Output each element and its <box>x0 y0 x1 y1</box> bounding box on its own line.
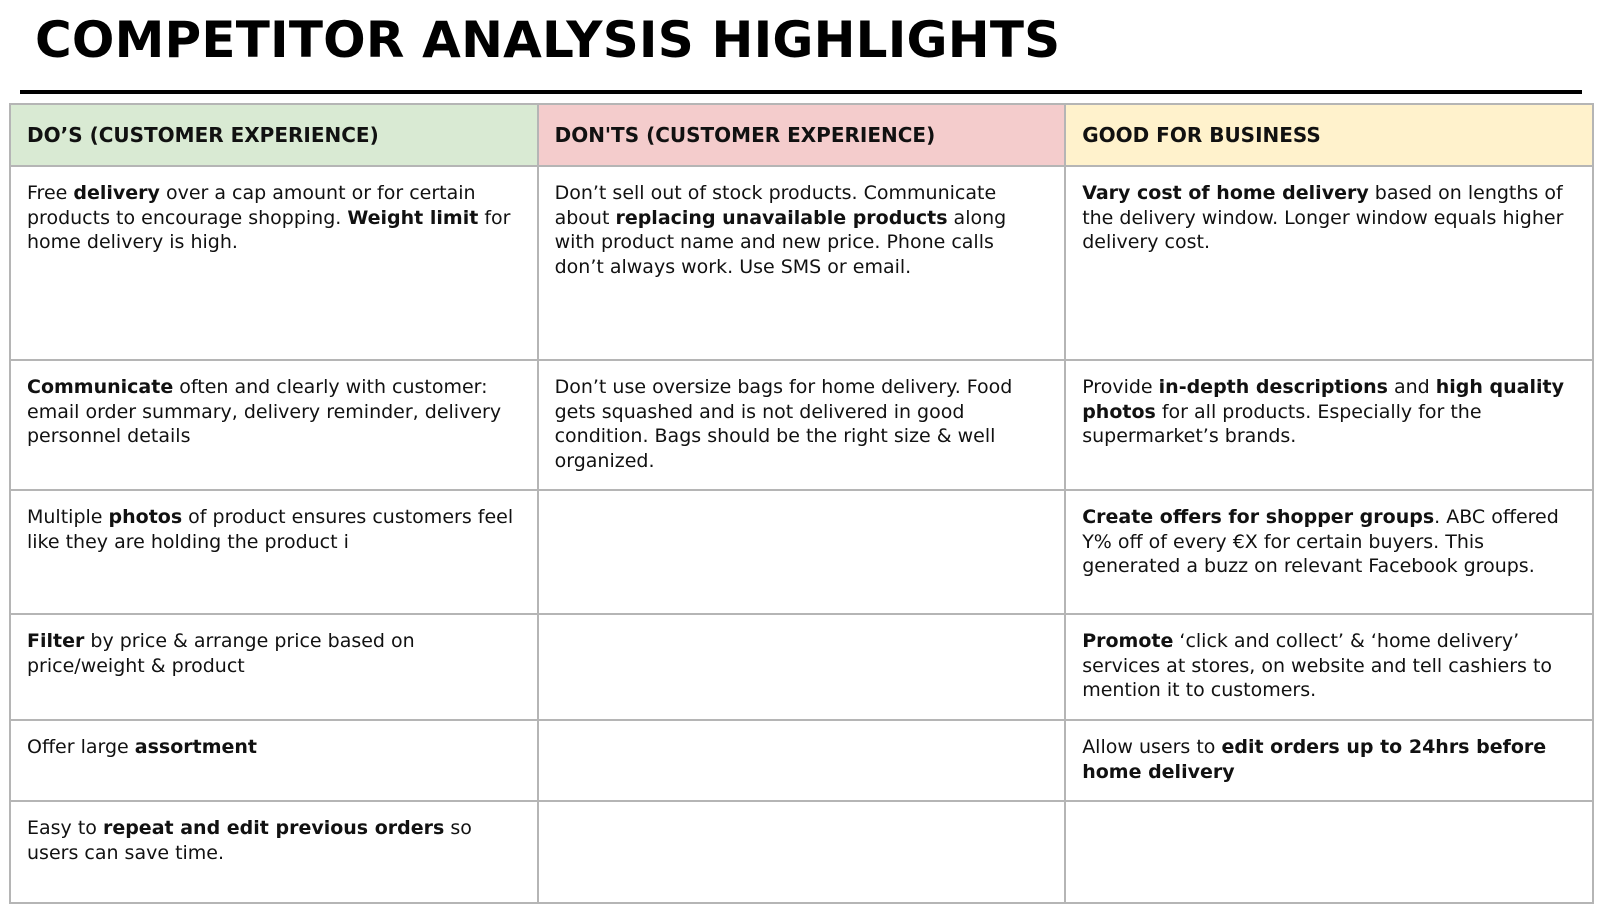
column-header-good-for-business: GOOD FOR BUSINESS <box>1065 104 1593 166</box>
business-cell <box>1065 360 1593 490</box>
cell-text: based on lengths of the delivery window. Longer window equals higher delivery cost. <box>1082 182 1564 253</box>
business-cell <box>1065 490 1593 614</box>
cell-text: along with product name and new price. Phone calls don’t always work. Use SMS or email. <box>554 206 1007 278</box>
cell-text-bold: edit orders up to 24hrs before home delivery <box>1082 736 1547 783</box>
donts-cell <box>538 360 1066 490</box>
cell-text: Allow users to <box>1082 736 1222 758</box>
column-header-donts: DON'TS (CUSTOMER EXPERIENCE) <box>538 104 1066 166</box>
column-header-dos: DO’S (CUSTOMER EXPERIENCE) <box>10 104 538 166</box>
cell-text: . ABC offered Y% off of every €X for certain buyers. This generated a buzz on relevant Facebook groups. <box>1082 506 1559 577</box>
dos-cell <box>10 360 538 490</box>
cell-text: Easy to <box>27 817 103 839</box>
cell-text: for home delivery is high. <box>27 206 511 253</box>
cell-text: by price & arrange price based on price/weight & product <box>27 630 415 677</box>
cell-text-bold: Vary cost of home delivery <box>1082 182 1369 204</box>
cell-text: so users can save time. <box>27 817 472 864</box>
dos-cell <box>10 490 538 614</box>
cell-text: Offer large <box>27 736 135 758</box>
donts-cell <box>538 166 1066 360</box>
dos-cell <box>10 166 538 360</box>
cell-text: and <box>1387 376 1436 398</box>
business-cell <box>1065 614 1593 720</box>
donts-cell <box>538 801 1066 903</box>
table-row <box>10 166 1593 360</box>
cell-text-bold: assortment <box>134 736 258 758</box>
table-row <box>10 490 1593 614</box>
cell-text-bold: Filter <box>27 630 85 652</box>
cell-text-bold: in-depth descriptions <box>1158 376 1388 398</box>
cell-text-bold: repeat and edit previous orders <box>102 817 445 839</box>
business-cell <box>1065 166 1593 360</box>
cell-text-bold: Promote <box>1082 630 1174 652</box>
donts-cell <box>538 490 1066 614</box>
cell-text: Multiple <box>27 506 109 528</box>
cell-text-bold: Communicate <box>27 376 174 398</box>
table-row <box>10 614 1593 720</box>
cell-text-bold: Weight limit <box>347 206 479 229</box>
analysis-table <box>9 103 1594 904</box>
cell-text: over a cap amount or for certain products to encourage shopping. <box>27 182 476 229</box>
cell-text: ‘click and collect’ & ‘home delivery’ services at stores, on website and tell cashiers to mention it to customers. <box>1082 630 1553 701</box>
dos-cell <box>10 801 538 903</box>
table-header-row <box>10 104 1593 166</box>
table-row <box>10 360 1593 490</box>
donts-cell <box>538 614 1066 720</box>
business-cell <box>1065 720 1593 801</box>
title-divider <box>20 90 1582 94</box>
table-row <box>10 801 1593 903</box>
cell-text: often and clearly with customer: email order summary, delivery reminder, delivery personnel details <box>27 376 502 447</box>
dos-cell <box>10 720 538 801</box>
table-row <box>10 720 1593 801</box>
business-cell <box>1065 801 1593 903</box>
dos-cell <box>10 614 538 720</box>
cell-text: for all products. Especially for the supermarket’s brands. <box>1082 400 1482 447</box>
cell-text: Free <box>27 182 74 204</box>
cell-text: Don’t sell out of stock products. Communicate about <box>554 182 997 229</box>
cell-text-bold: photos <box>108 506 183 528</box>
cell-text: Don’t use oversize bags for home delivery. Food gets squashed and is not delivered in good condition. Bags should be the right size & well organized. <box>554 376 1013 472</box>
donts-cell <box>538 720 1066 801</box>
cell-text-bold: Create offers for shopper groups <box>1082 506 1435 528</box>
cell-text-bold: delivery <box>73 182 160 204</box>
page-title: COMPETITOR ANALYSIS HIGHLIGHTS <box>35 11 1061 69</box>
cell-text-bold: replacing unavailable products <box>615 206 948 229</box>
cell-text: of product ensures customers feel like they are holding the product i <box>27 506 514 553</box>
cell-text-bold: high quality photos <box>1082 376 1564 423</box>
cell-text: Provide <box>1082 376 1159 398</box>
